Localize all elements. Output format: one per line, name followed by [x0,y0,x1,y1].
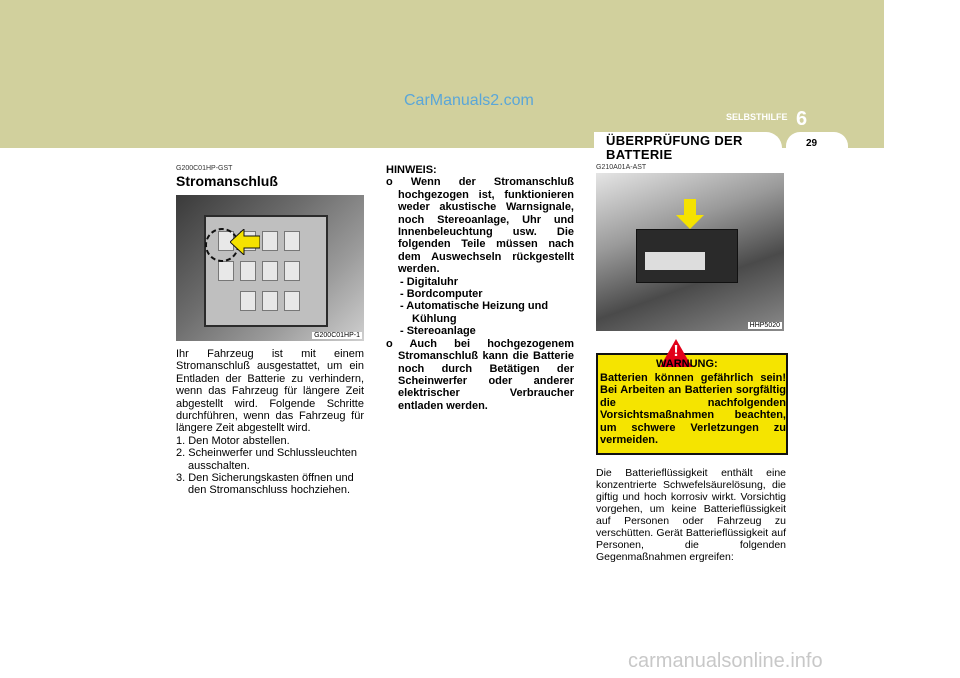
list-item: - Stereoanlage [400,325,476,338]
section-code: G210A01A-AST [596,164,647,171]
list-item: - Digitaluhr [400,275,459,288]
column-middle [386,164,574,412]
column-right [596,164,788,563]
photo-caption: HHP5020 [749,322,780,329]
arrow-down-icon [684,199,696,215]
list-item: - Bordcomputer [400,288,483,301]
section-title: ÜBERPRÜFUNG DER BATTERIE [606,133,743,162]
arrow-left-icon [230,229,260,255]
header-band [0,0,884,148]
fusebox-photo [176,195,364,341]
warning-title: WARNUNG: [656,358,718,370]
page-number: 29 [806,138,818,149]
warning-text: Batterien können gefährlich sein! Bei Arbeiten an Batterien sorgfältig die nachfolgenden Vorsichtsmaßnahmen beachten, um schwere Verletzungen zu vermeiden. [600,372,786,447]
watermark: carmanualsonline.info [628,650,823,672]
warning-box [596,343,788,455]
hint-bullet-1: o Wenn der Stromanschluß hochgezogen ist, funktionieren weder akustische Warnsignale, noch Stereoanlage, Uhr und Innenbeleuchtung usw. Die folgenden Teile müssen nach dem Auswechseln rückgestellt werden. [386,176,574,276]
list-item-continuation: Kühlung [412,312,457,325]
battery-illustration [636,229,738,283]
hint-bullet-2: o Auch bei hochgezogenem Stromanschluß kann die Batterie noch durch Betätigen der Scheinwerfer oder anderer elektrischer Verbraucher entladen werden. [386,337,574,412]
photo-caption: G200C01HP-1 [314,332,360,339]
battery-photo [596,173,784,331]
step-list [176,435,364,497]
list-item: 3. Den Sicherungskasten öffnen und den Stromanschluss hochziehen. [176,472,354,497]
exclamation-icon: ! [673,343,679,360]
column-left [176,165,364,497]
battery-body-text: Die Batterieflüssigkeit enthält eine konzentrierte Schwefelsäurelösung, die giftig und hoch korrosiv wirkt. Vorsichtig vorgehen, um keine Batterieflüssigkeit auf Personen oder Fahrzeug zu verschütten. Gerät Batterieflüssigkeit auf Personen, die folgenden Gegenmaßnahmen ergreifen: [596,467,786,563]
section-code: G200C01HP-GST [176,165,233,172]
list-item: 2. Scheinwerfer und Schlussleuchten ausschalten. [176,447,357,472]
chapter-label: SELBSTHILFE [726,112,788,122]
hint-title: HINWEIS: [386,164,437,176]
site-link[interactable]: CarManuals2.com [404,92,534,109]
intro-text: Ihr Fahrzeug ist mit einem Stromanschluß ausgestattet, um ein Entladen der Batterie zu verhindern, wenn das Fahrzeug für längere Zeit abgestellt wird. Folgende Schritte durchführen, wenn das Fahrzeug für längere Zeit abgestellt wird. [176,348,364,435]
section-heading: Stromanschluß [176,173,278,189]
list-item: - Automatische Heizung und [400,300,549,313]
chapter-number: 6 [796,108,808,130]
list-item: 1. Den Motor abstellen. [176,434,290,447]
arrow-head-icon [676,215,704,229]
